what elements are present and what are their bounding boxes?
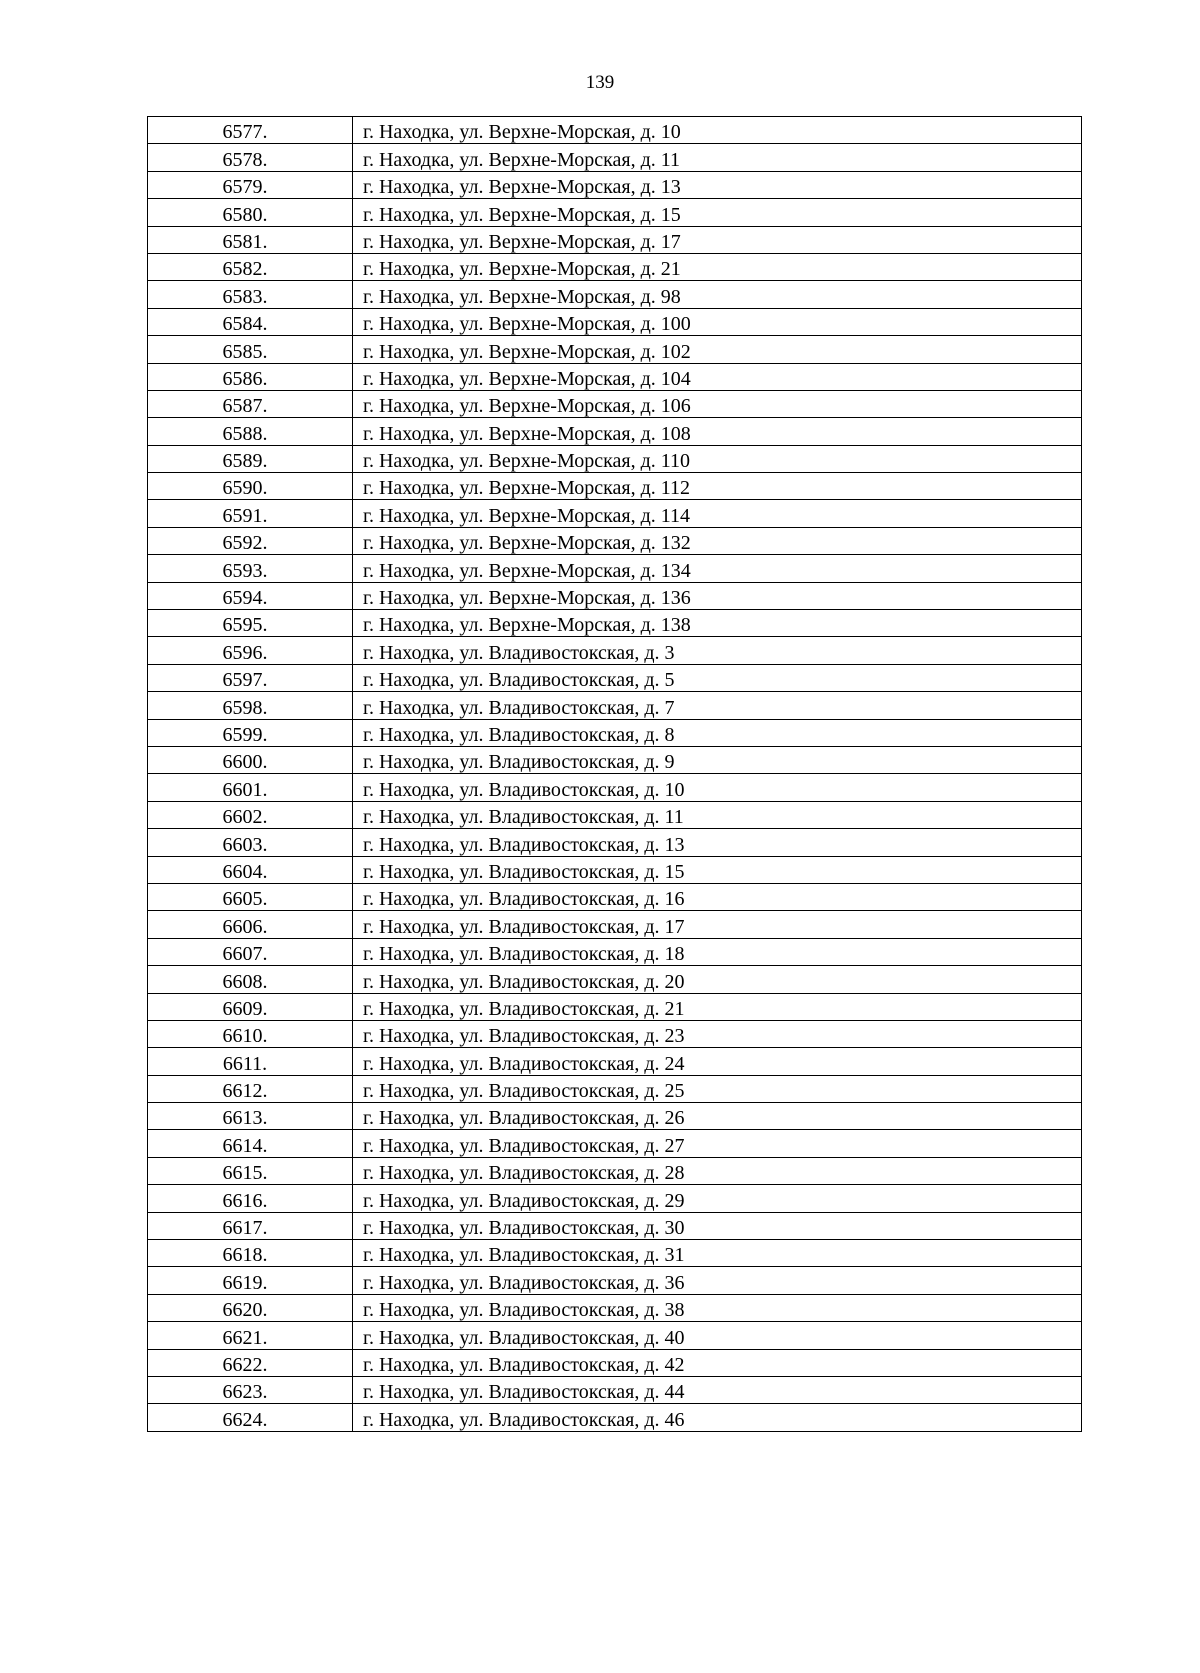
table-row	[148, 390, 1082, 417]
row-address: г. Находка, ул. Верхне-Морская, д. 100	[353, 308, 1082, 335]
row-number: 6605.	[148, 883, 353, 910]
row-address: г. Находка, ул. Верхне-Морская, д. 104	[353, 363, 1082, 390]
row-address: г. Находка, ул. Владивостокская, д. 10	[353, 774, 1082, 801]
row-number: 6612.	[148, 1075, 353, 1102]
table-row	[148, 1075, 1082, 1102]
row-address: г. Находка, ул. Владивостокская, д. 20	[353, 966, 1082, 993]
table-row	[148, 610, 1082, 637]
row-number: 6593.	[148, 555, 353, 582]
table-row	[148, 171, 1082, 198]
page-number: 139	[585, 72, 615, 93]
table-row	[148, 418, 1082, 445]
row-address: г. Находка, ул. Владивостокская, д. 18	[353, 938, 1082, 965]
row-address: г. Находка, ул. Верхне-Морская, д. 21	[353, 253, 1082, 280]
table-row	[148, 801, 1082, 828]
row-number: 6591.	[148, 500, 353, 527]
row-number: 6620.	[148, 1294, 353, 1321]
row-number: 6607.	[148, 938, 353, 965]
table-row	[148, 117, 1082, 144]
row-number: 6615.	[148, 1157, 353, 1184]
row-address: г. Находка, ул. Верхне-Морская, д. 114	[353, 500, 1082, 527]
row-address: г. Находка, ул. Верхне-Морская, д. 102	[353, 336, 1082, 363]
row-number: 6579.	[148, 171, 353, 198]
row-number: 6598.	[148, 692, 353, 719]
table-row	[148, 1349, 1082, 1376]
table-row	[148, 582, 1082, 609]
row-number: 6592.	[148, 527, 353, 554]
table-row	[148, 664, 1082, 691]
row-address: г. Находка, ул. Владивостокская, д. 21	[353, 993, 1082, 1020]
table-row	[148, 938, 1082, 965]
table-row	[148, 473, 1082, 500]
table-row	[148, 1376, 1082, 1403]
table-row	[148, 1048, 1082, 1075]
table-row	[148, 226, 1082, 253]
row-number: 6613.	[148, 1103, 353, 1130]
row-number: 6602.	[148, 801, 353, 828]
row-address: г. Находка, ул. Владивостокская, д. 27	[353, 1130, 1082, 1157]
table-row	[148, 829, 1082, 856]
row-number: 6611.	[148, 1048, 353, 1075]
row-number: 6601.	[148, 774, 353, 801]
row-number: 6621.	[148, 1322, 353, 1349]
row-address: г. Находка, ул. Владивостокская, д. 15	[353, 856, 1082, 883]
row-address: г. Находка, ул. Владивостокская, д. 28	[353, 1157, 1082, 1184]
table-row	[148, 883, 1082, 910]
row-number: 6622.	[148, 1349, 353, 1376]
row-address: г. Находка, ул. Верхне-Морская, д. 10	[353, 117, 1082, 144]
row-number: 6586.	[148, 363, 353, 390]
row-address: г. Находка, ул. Верхне-Морская, д. 134	[353, 555, 1082, 582]
table-row	[148, 1322, 1082, 1349]
row-address: г. Находка, ул. Верхне-Морская, д. 138	[353, 610, 1082, 637]
row-address: г. Находка, ул. Владивостокская, д. 11	[353, 801, 1082, 828]
row-address: г. Находка, ул. Владивостокская, д. 9	[353, 746, 1082, 773]
row-number: 6610.	[148, 1020, 353, 1047]
table-row	[148, 692, 1082, 719]
table-row	[148, 555, 1082, 582]
row-number: 6618.	[148, 1240, 353, 1267]
row-address: г. Находка, ул. Владивостокская, д. 36	[353, 1267, 1082, 1294]
row-address: г. Находка, ул. Верхне-Морская, д. 132	[353, 527, 1082, 554]
row-address: г. Находка, ул. Верхне-Морская, д. 136	[353, 582, 1082, 609]
row-number: 6624.	[148, 1404, 353, 1431]
table-row	[148, 281, 1082, 308]
row-address: г. Находка, ул. Верхне-Морская, д. 11	[353, 144, 1082, 171]
row-address: г. Находка, ул. Владивостокская, д. 29	[353, 1185, 1082, 1212]
table-row	[148, 746, 1082, 773]
row-address: г. Находка, ул. Владивостокская, д. 3	[353, 637, 1082, 664]
row-number: 6589.	[148, 445, 353, 472]
row-number: 6616.	[148, 1185, 353, 1212]
row-number: 6606.	[148, 911, 353, 938]
row-address: г. Находка, ул. Владивостокская, д. 25	[353, 1075, 1082, 1102]
table-row	[148, 637, 1082, 664]
row-address: г. Находка, ул. Верхне-Морская, д. 106	[353, 390, 1082, 417]
table-row	[148, 199, 1082, 226]
table-row	[148, 1157, 1082, 1184]
row-number: 6587.	[148, 390, 353, 417]
row-number: 6619.	[148, 1267, 353, 1294]
row-address: г. Находка, ул. Владивостокская, д. 16	[353, 883, 1082, 910]
row-address: г. Находка, ул. Верхне-Морская, д. 108	[353, 418, 1082, 445]
row-address: г. Находка, ул. Владивостокская, д. 30	[353, 1212, 1082, 1239]
row-number: 6603.	[148, 829, 353, 856]
row-number: 6583.	[148, 281, 353, 308]
row-number: 6582.	[148, 253, 353, 280]
row-number: 6594.	[148, 582, 353, 609]
row-number: 6600.	[148, 746, 353, 773]
row-address: г. Находка, ул. Владивостокская, д. 7	[353, 692, 1082, 719]
row-address: г. Находка, ул. Владивостокская, д. 40	[353, 1322, 1082, 1349]
row-number: 6623.	[148, 1376, 353, 1403]
row-address: г. Находка, ул. Владивостокская, д. 46	[353, 1404, 1082, 1431]
table-row	[148, 1267, 1082, 1294]
table-row	[148, 363, 1082, 390]
row-address: г. Находка, ул. Владивостокская, д. 42	[353, 1349, 1082, 1376]
table-row	[148, 911, 1082, 938]
row-address: г. Находка, ул. Владивостокская, д. 44	[353, 1376, 1082, 1403]
row-address: г. Находка, ул. Владивостокская, д. 31	[353, 1240, 1082, 1267]
table-row	[148, 1294, 1082, 1321]
row-address: г. Находка, ул. Владивостокская, д. 17	[353, 911, 1082, 938]
row-number: 6588.	[148, 418, 353, 445]
table-row	[148, 253, 1082, 280]
row-number: 6596.	[148, 637, 353, 664]
row-address: г. Находка, ул. Верхне-Морская, д. 110	[353, 445, 1082, 472]
table-row	[148, 144, 1082, 171]
address-table-container	[147, 116, 1082, 1432]
table-row	[148, 336, 1082, 363]
row-address: г. Находка, ул. Владивостокская, д. 5	[353, 664, 1082, 691]
table-row	[148, 1185, 1082, 1212]
row-address: г. Находка, ул. Верхне-Морская, д. 15	[353, 199, 1082, 226]
row-number: 6597.	[148, 664, 353, 691]
table-row	[148, 1240, 1082, 1267]
table-row	[148, 445, 1082, 472]
row-number: 6599.	[148, 719, 353, 746]
table-row	[148, 500, 1082, 527]
address-table	[147, 116, 1082, 1432]
row-address: г. Находка, ул. Верхне-Морская, д. 13	[353, 171, 1082, 198]
row-number: 6590.	[148, 473, 353, 500]
row-address: г. Находка, ул. Верхне-Морская, д. 17	[353, 226, 1082, 253]
row-number: 6578.	[148, 144, 353, 171]
row-address: г. Находка, ул. Верхне-Морская, д. 112	[353, 473, 1082, 500]
row-address: г. Находка, ул. Владивостокская, д. 24	[353, 1048, 1082, 1075]
row-number: 6608.	[148, 966, 353, 993]
row-number: 6609.	[148, 993, 353, 1020]
table-row	[148, 1130, 1082, 1157]
row-address: г. Находка, ул. Владивостокская, д. 13	[353, 829, 1082, 856]
table-row	[148, 308, 1082, 335]
row-number: 6604.	[148, 856, 353, 883]
table-row	[148, 966, 1082, 993]
row-number: 6580.	[148, 199, 353, 226]
row-address: г. Находка, ул. Верхне-Морская, д. 98	[353, 281, 1082, 308]
table-row	[148, 856, 1082, 883]
row-number: 6595.	[148, 610, 353, 637]
table-row	[148, 527, 1082, 554]
row-number: 6581.	[148, 226, 353, 253]
table-row	[148, 993, 1082, 1020]
row-address: г. Находка, ул. Владивостокская, д. 8	[353, 719, 1082, 746]
table-row	[148, 1103, 1082, 1130]
table-row	[148, 1020, 1082, 1047]
row-number: 6584.	[148, 308, 353, 335]
row-address: г. Находка, ул. Владивостокская, д. 26	[353, 1103, 1082, 1130]
table-row	[148, 774, 1082, 801]
table-row	[148, 1212, 1082, 1239]
address-table-body	[148, 117, 1082, 1432]
row-number: 6617.	[148, 1212, 353, 1239]
row-number: 6614.	[148, 1130, 353, 1157]
table-row	[148, 1404, 1082, 1431]
row-address: г. Находка, ул. Владивостокская, д. 38	[353, 1294, 1082, 1321]
row-number: 6585.	[148, 336, 353, 363]
table-row	[148, 719, 1082, 746]
row-number: 6577.	[148, 117, 353, 144]
row-address: г. Находка, ул. Владивостокская, д. 23	[353, 1020, 1082, 1047]
